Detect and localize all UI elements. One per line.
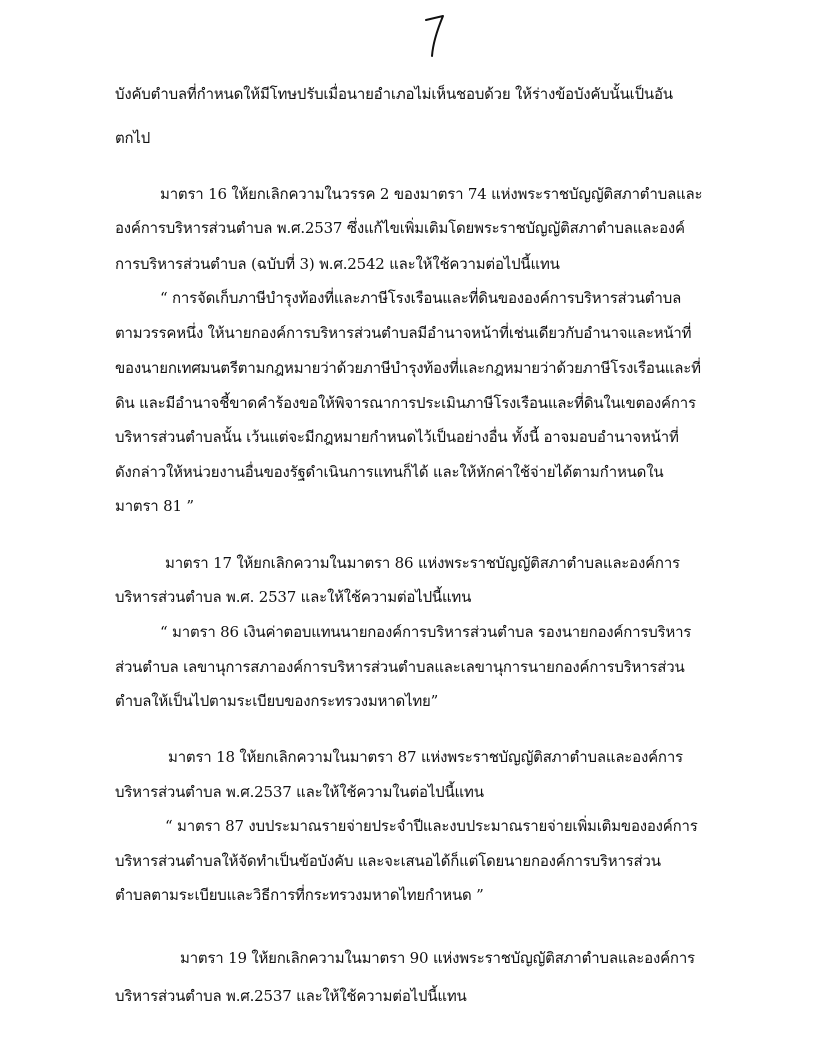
text-line: ตกไป [115,129,151,147]
text-line: ตำบลให้เป็นไปตามระเบียบของกระทรวงมหาดไทย” [115,692,439,710]
section-16-heading: มาตรา 16 ให้ยกเลิกความในวรรค 2 ของมาตรา 74 แห่งพระราชบัญญัติสภาตำบลและ [160,185,703,203]
section-17-heading: มาตรา 17 ให้ยกเลิกความในมาตรา 86 แห่งพระราชบัญญัติสภาตำบลและองค์การ [165,554,680,572]
text-line: ตำบลตามระเบียบและวิธีการที่กระทรวงมหาดไทยกำหนด ” [115,886,484,904]
text-line: บริหารส่วนตำบล พ.ศ.2537 และให้ใช้ความต่อไปนี้แทน [115,987,467,1005]
quoted-text-line: “ มาตรา 87 งบประมาณรายจ่ายประจำปีและงบประมาณรายจ่ายเพิ่มเติมขององค์การ [165,817,698,835]
text-line: บริหารส่วนตำบลนั้น เว้นแต่จะมีกฎหมายกำหนดไว้เป็นอย่างอื่น ทั้งนี้ อาจมอบอำนาจหน้าที่ [115,428,679,446]
text-line: บังคับตำบลที่กำหนดให้มีโทษปรับเมื่อนายอำเภอไม่เห็นชอบด้วย ให้ร่างข้อบังคับนั้นเป็นอัน [115,85,673,103]
quoted-text-line: “ มาตรา 86 เงินค่าตอบแทนนายกองค์การบริหารส่วนตำบล รองนายกองค์การบริหาร [160,623,692,641]
text-line: บริหารส่วนตำบลให้จัดทำเป็นข้อบังคับ และจะเสนอได้ก็แต่โดยนายกองค์การบริหารส่วน [115,852,661,870]
text-line: บริหารส่วนตำบล พ.ศ.2537 และให้ใช้ความในต่อไปนี้แทน [115,783,484,801]
text-line: ส่วนตำบล เลขานุการสภาองค์การบริหารส่วนตำบลและเลขานุการนายกองค์การบริหารส่วน [115,658,685,676]
handwritten-page-number [424,14,448,58]
section-19-heading: มาตรา 19 ให้ยกเลิกความในมาตรา 90 แห่งพระราชบัญญัติสภาตำบลและองค์การ [180,949,695,967]
text-line: บริหารส่วนตำบล พ.ศ. 2537 และให้ใช้ความต่อไปนี้แทน [115,588,472,606]
text-line: การบริหารส่วนตำบล (ฉบับที่ 3) พ.ศ.2542 และให้ใช้ความต่อไปนี้แทน [115,255,560,273]
quoted-text-line: “ การจัดเก็บภาษีบำรุงท้องที่และภาษีโรงเรือนและที่ดินขององค์การบริหารส่วนตำบล [160,289,682,307]
text-line: ตามวรรคหนึ่ง ให้นายกองค์การบริหารส่วนตำบลมีอำนาจหน้าที่เช่นเดียวกับอำนาจและหน้าที่ [115,324,692,342]
text-line: ดิน และมีอำนาจชี้ขาดคำร้องขอให้พิจารณาการประเมินภาษีโรงเรือนและที่ดินในเขตองค์การ [115,394,696,412]
text-line: ของนายกเทศมนตรีตามกฎหมายว่าด้วยภาษีบำรุงท้องที่และกฎหมายว่าด้วยภาษีโรงเรือนและที่ [115,359,701,377]
text-line: มาตรา 81 ” [115,497,194,515]
section-18-heading: มาตรา 18 ให้ยกเลิกความในมาตรา 87 แห่งพระราชบัญญัติสภาตำบลและองค์การ [168,748,683,766]
text-line: องค์การบริหารส่วนตำบล พ.ศ.2537 ซึ่งแก้ไขเพิ่มเติมโดยพระราชบัญญัติสภาตำบลและองค์ [115,219,685,237]
text-line: ดังกล่าวให้หน่วยงานอื่นของรัฐดำเนินการแทนก็ได้ และให้หักค่าใช้จ่ายได้ตามกำหนดใน [115,463,664,481]
